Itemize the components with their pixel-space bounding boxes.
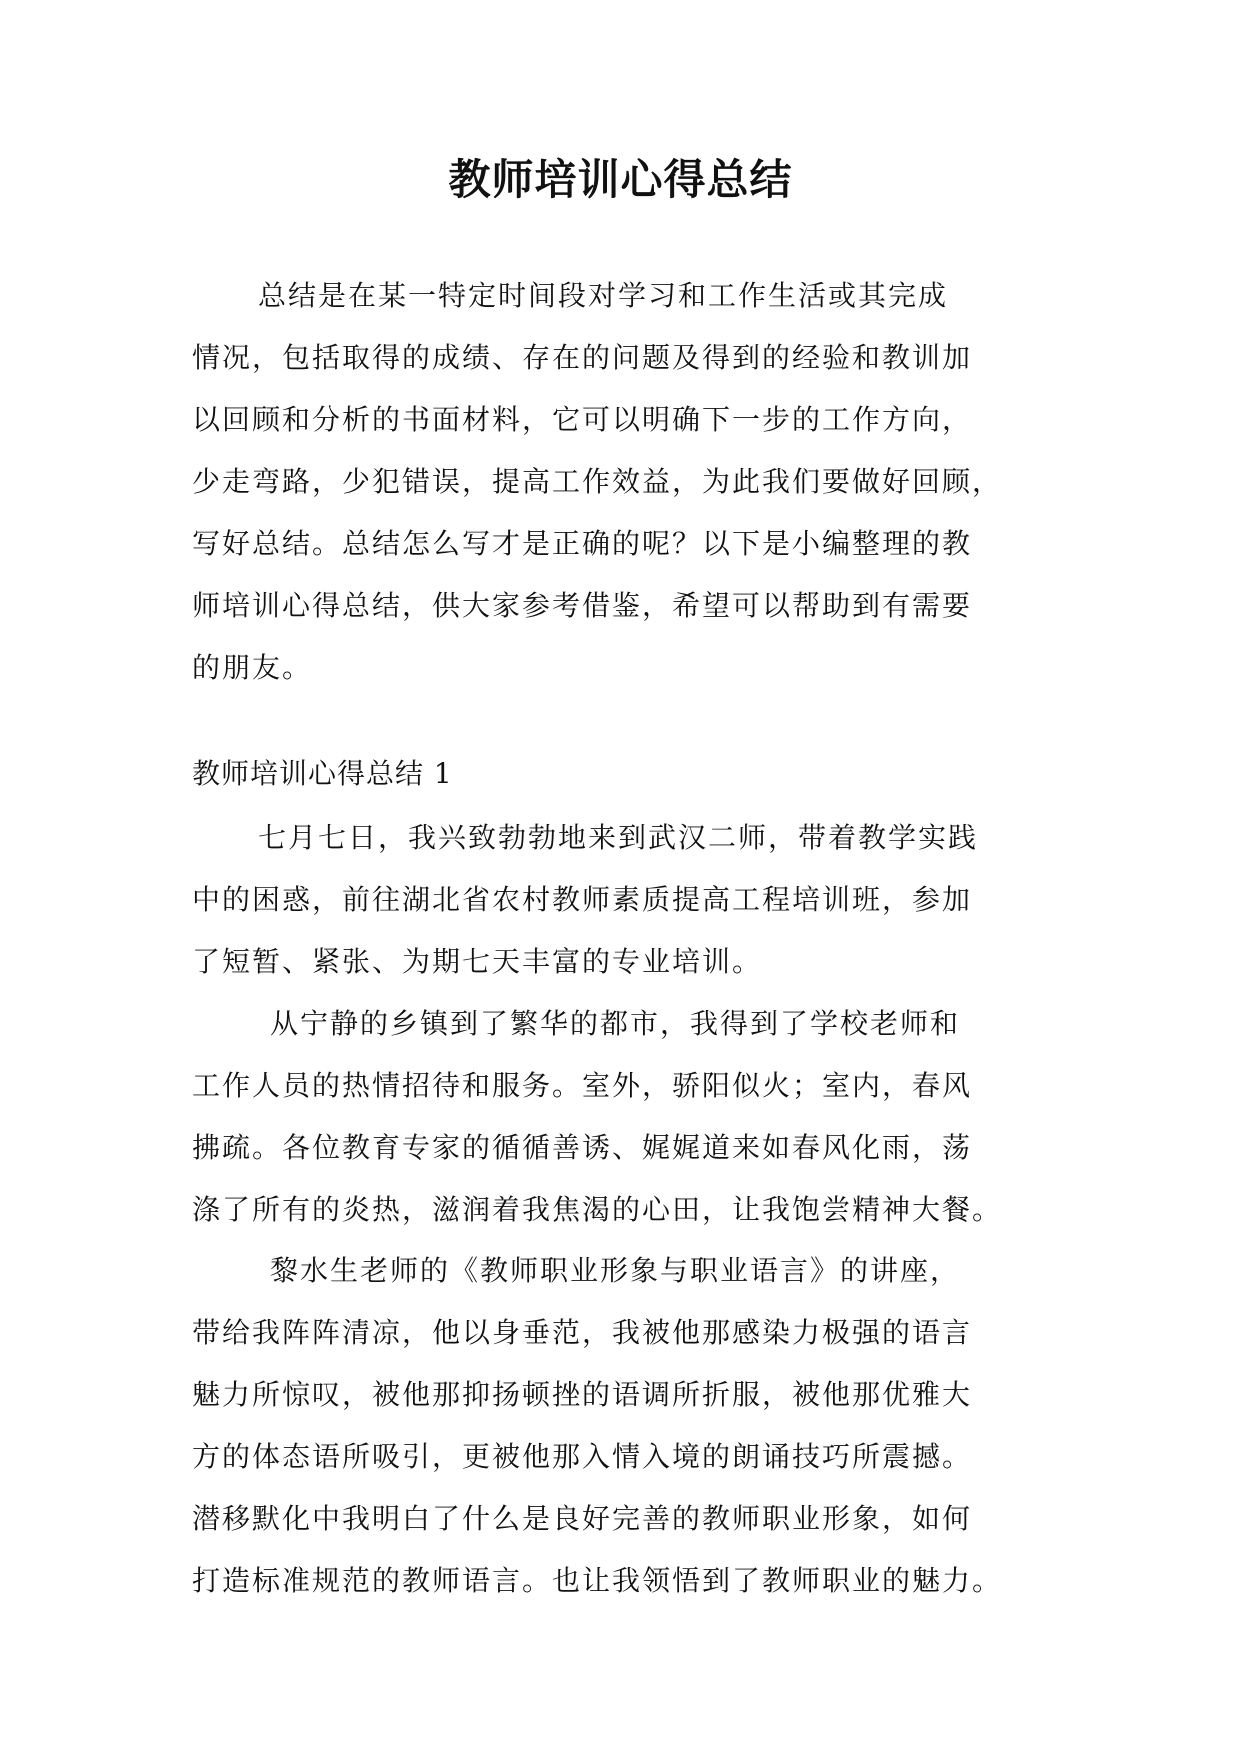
paragraph-line: 魅力所惊叹，被他那抑扬顿挫的语调所折服，被他那优雅大 [192,1378,973,1411]
intro-line: 以回顾和分析的书面材料，它可以明确下一步的工作方向， [192,403,973,436]
paragraph-line: 拂疏。各位教育专家的循循善诱、娓娓道来如春风化雨，荡 [192,1131,973,1164]
intro-line: 少走弯路，少犯错误，提高工作效益，为此我们要做好回顾， [192,465,1003,498]
intro-line: 写好总结。总结怎么写才是正确的呢？以下是小编整理的教 [192,527,973,560]
document-title: 教师培训心得总结 [448,155,793,204]
paragraph-1 [192,807,1072,993]
paragraph-line: 中的困惑，前往湖北省农村教师素质提高工程培训班，参加 [192,883,973,916]
paragraph-line: 涤了所有的炎热，滋润着我焦渴的心田，让我饱尝精神大餐。 [192,1193,1003,1226]
intro-paragraph [192,265,1072,699]
intro-line: 的朋友。 [192,651,313,684]
paragraph-line: 七月七日，我兴致勃勃地来到武汉二师，带着教学实践 [258,821,979,854]
intro-line: 师培训心得总结，供大家参考借鉴，希望可以帮助到有需要 [192,589,973,622]
intro-line: 情况，包括取得的成绩、存在的问题及得到的经验和教训加 [192,341,973,374]
paragraph-line: 从宁静的乡镇到了繁华的都市，我得到了学校老师和 [270,1007,961,1040]
intro-line: 总结是在某一特定时间段对学习和工作生活或其完成 [258,279,949,312]
paragraph-2 [192,993,1072,1241]
paragraph-line: 了短暂、紧张、为期七天丰富的专业培训。 [192,945,763,978]
paragraph-line: 带给我阵阵清凉，他以身垂范，我被他那感染力极强的语言 [192,1316,973,1349]
paragraph-line: 方的体态语所吸引，更被他那入情入境的朗诵技巧所震撼。 [192,1440,973,1473]
paragraph-line: 工作人员的热情招待和服务。室外，骄阳似火；室内，春风 [192,1069,973,1102]
section-heading: 教师培训心得总结 1 [192,757,453,790]
paragraph-line: 黎水生老师的《教师职业形象与职业语言》的讲座， [270,1254,961,1287]
paragraph-line: 潜移默化中我明白了什么是良好完善的教师职业形象，如何 [192,1502,973,1535]
paragraph-3 [192,1240,1072,1612]
section-heading-block [192,743,1072,805]
paragraph-line: 打造标准规范的教师语言。也让我领悟到了教师职业的魅力。 [192,1564,1003,1597]
